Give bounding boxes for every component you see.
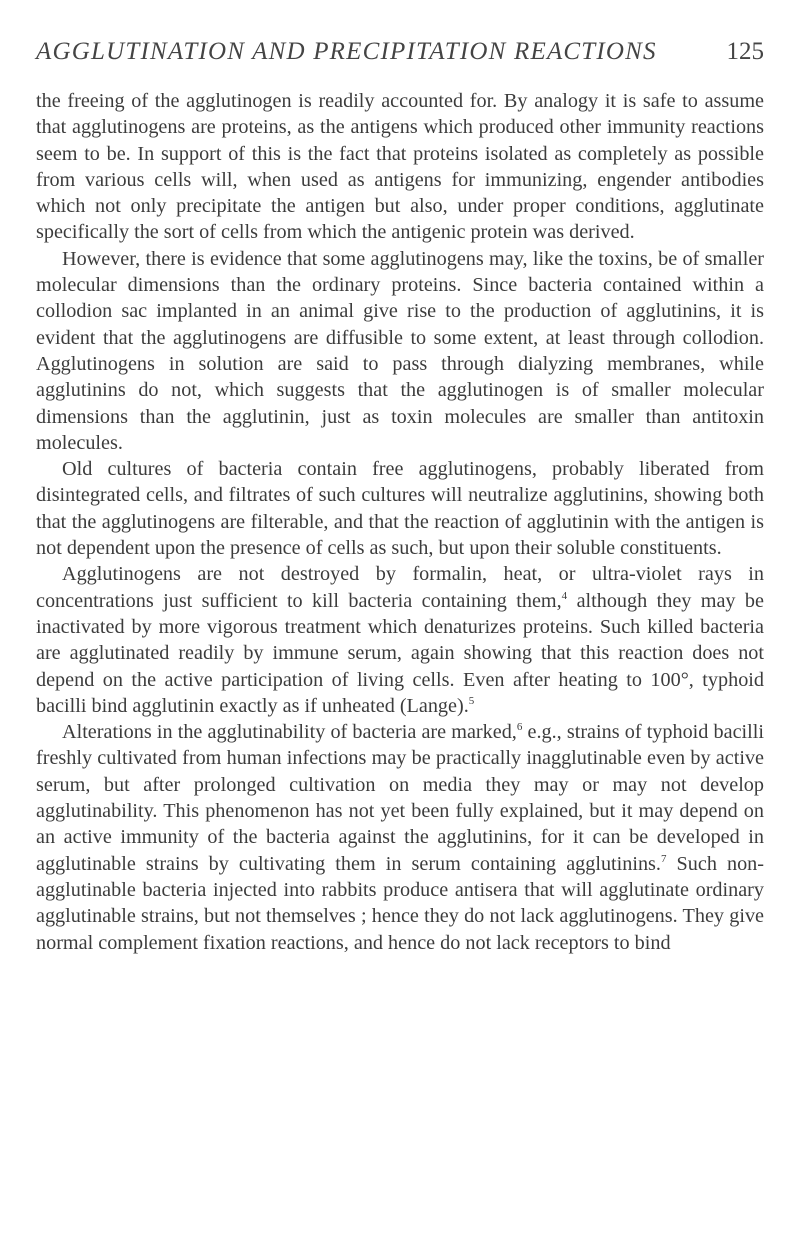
paragraph-text: However, there is evidence that some agglutinogens may, like the toxins, be of smaller molecular dimensions than the ordinary proteins. Since bacteria contained within a collodion sac implanted in an animal give rise to the production of agglutinins, it is evident that the agglutinogens are diffusible to some extent, at least through collodion. Agglutinogens in solution are said to pass through dialyzing membranes, while agglutinins do not, which suggests that the agglutinogen is of smaller molecular dimensions than the agglutinin, just as toxin molecules are smaller than antitoxin molecules. [36,247,764,454]
footnote-marker: 5 [468,694,475,707]
paragraph-text: Such non-agglutinable bacteria injected into rabbits produce antisera that will agglutinate ordinary agglutinable strains, but not themselves ; hence they do not lack agglutinogens. They give normal complement fixation reactions, and hence do not lack receptors to bind [36,852,764,954]
book-page [36,38,764,956]
paragraph-text: Agglutinogens are not destroyed by formalin, heat, or ultra-violet rays in concentrations just sufficient to kill bacteria containing them, [36,563,764,612]
running-head [36,38,764,78]
page-number: 125 [726,38,764,65]
footnote-marker: 6 [516,721,523,734]
paragraph-text: Alterations in the agglutinability of bacteria are marked, [62,721,517,744]
footnote-marker: 4 [561,589,568,602]
paragraph-text: the freeing of the agglutinogen is readily accounted for. By analogy it is safe to assume that agglutinogens are proteins, as the antigens which produced other immunity reactions seem to be. In support of this is the fact that proteins isolated as completely as possible from various cells will, when used as antigens for immunizing, engender antibodies which not only precipitate the antigen but also, under proper conditions, agglutinate specifically the sort of cells from which the antigenic protein was derived. [36,90,764,244]
paragraph-4 [36,561,764,719]
footnote-marker: 7 [660,852,667,865]
paragraph-text: Old cultures of bacteria contain free agglutinogens, probably liberated from disintegrated cells, and filtrates of such cultures will neutralize agglutinins, showing both that the agglutinogens are filterable, and that the reaction of agglutinin with the antigen is not dependent upon the presence of cells as such, but upon their soluble constituents. [36,458,764,560]
body-text [36,88,764,956]
paragraph-text: e.g., strains of typhoid bacilli freshly cultivated from human infections may be practically inagglutinable even by active serum, but after prolonged cultivation on media they may or may not develop agglutinability. This phenomenon has not yet been fully explained, but it may depend on an active immunity of the bacteria against the agglutinins, for it can be developed in agglutinable strains by cultivating them in serum containing agglutinins. [36,721,764,875]
paragraph-5 [36,719,764,956]
paragraph-2 [36,246,764,456]
paragraph-1 [36,88,764,246]
running-title: AGGLUTINATION AND PRECIPITATION REACTIONS [36,38,657,65]
paragraph-text: although they may be inactivated by more vigorous treatment which denaturizes proteins. Such killed bacteria are agglutinated readily by immune serum, again showing that this reaction does not depend on the active participation of living cells. Even after heating to 100°, typhoid bacilli bind agglutinin exactly as if unheated (Lange). [36,589,764,717]
paragraph-3 [36,456,764,561]
